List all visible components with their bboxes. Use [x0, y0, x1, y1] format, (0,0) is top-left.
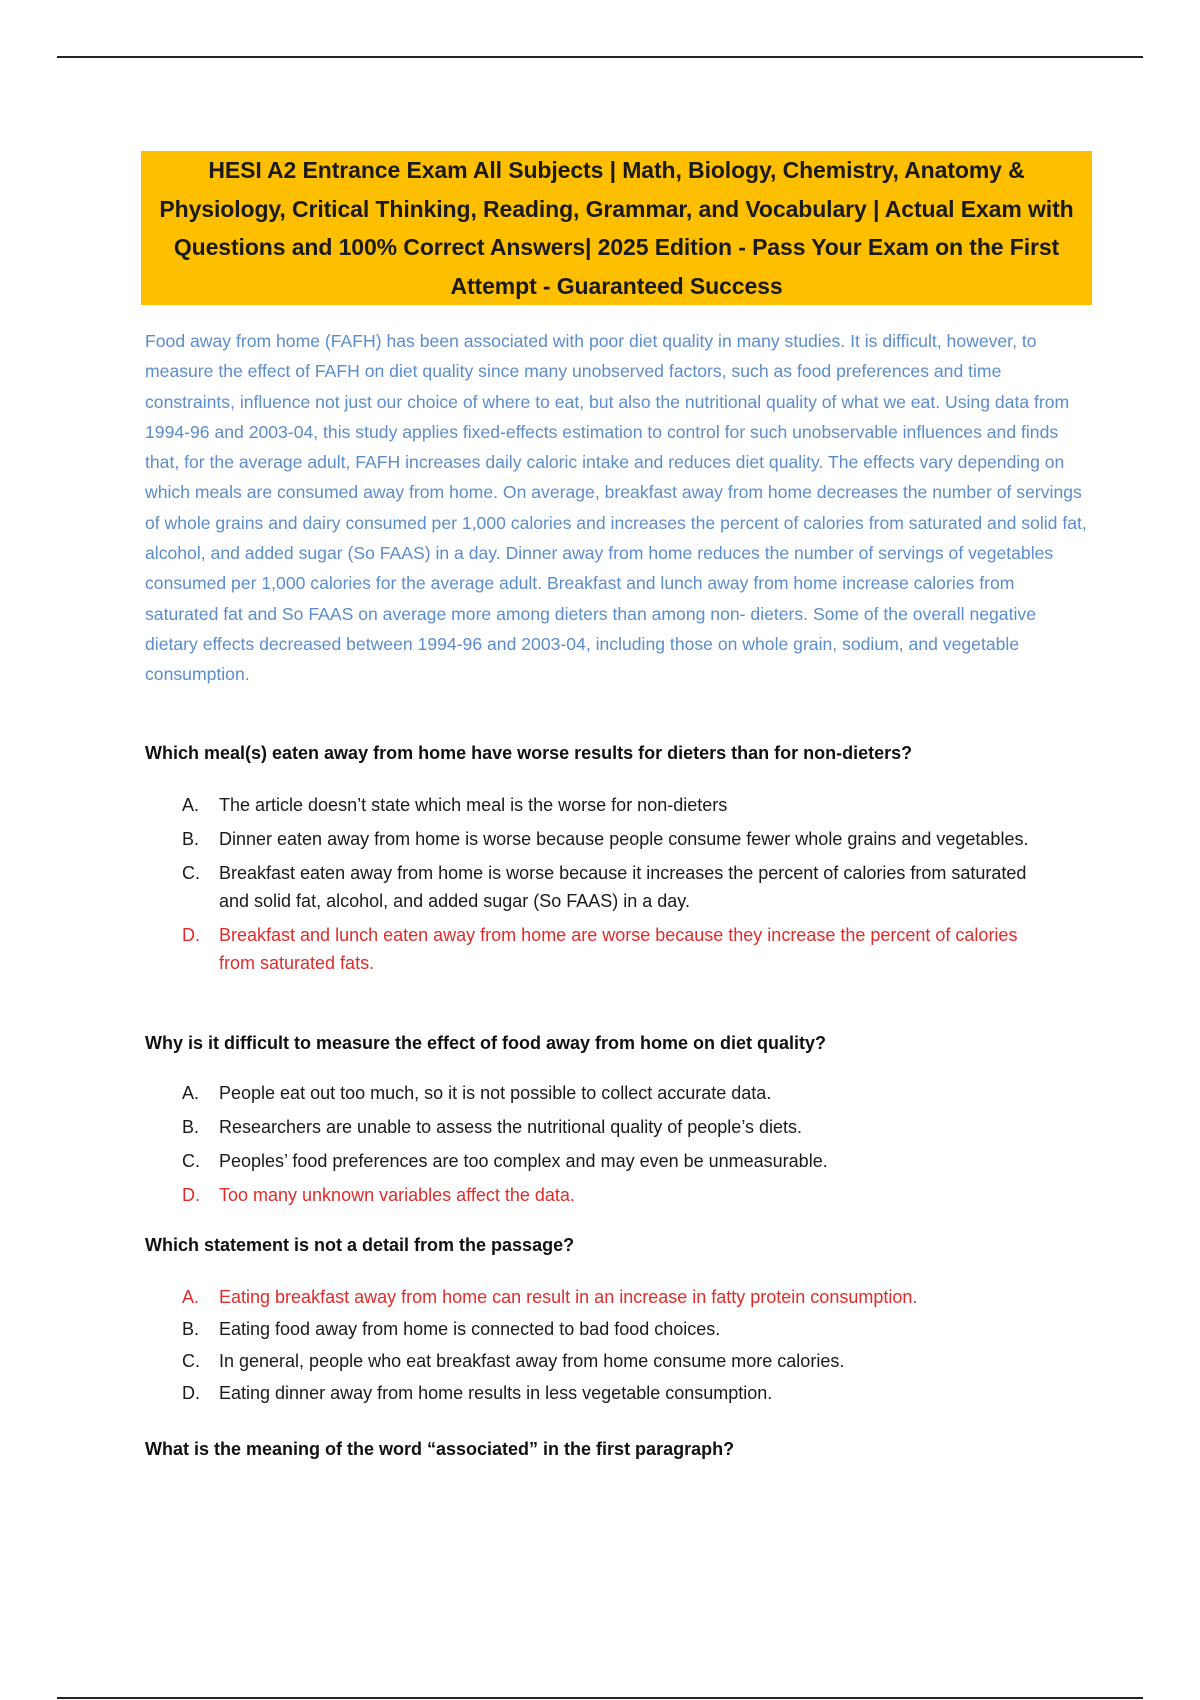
option-letter: A.	[182, 1287, 200, 1307]
reading-passage: Food away from home (FAFH) has been associated with poor diet quality in many studies. It is difficult, however, to measure the effect of FAFH on diet quality since many unobserved factors, such as food preferences and time constraints, influence not just our choice of where to eat, but also the nutritional quality of what we eat. Using data from 1994-96 and 2003-04, this study applies fixed-effects estimation to control for such unobservable influences and finds that, for the average adult, FAFH increases daily caloric intake and reduces diet quality. The effects vary depending on which meals are consumed away from home. On average, breakfast away from home decreases the number of servings of whole grains and dairy consumed per 1,000 calories and increases the percent of calories from saturated and solid fat, alcohol, and added sugar (So FAAS) in a day. Dinner away from home reduces the number of servings of vegetables consumed per 1,000 calories for the average adult. Breakfast and lunch away from home increase calories from saturated fat and So FAAS on average more among dieters than among non- dieters. Some of the overall negative dietary effects decreased between 1994-96 and 2003-04, including those on whole grain, sodium, and vegetable consumption.	[145, 331, 1087, 685]
option-a-correct-answer	[145, 1283, 1095, 1311]
option-text: Eating dinner away from home results in less vegetable consumption.	[219, 1383, 773, 1403]
question-text: Which meal(s) eaten away from home have worse results for dieters than for non-dieters?	[145, 743, 913, 763]
option-text: Breakfast and lunch eaten away from home are worse because they increase the percent of calories from saturated fats.	[219, 925, 1018, 973]
option-letter: A.	[182, 1083, 200, 1103]
title-banner	[141, 151, 1092, 305]
option-text: The article doesn’t state which meal is the worse for non-dieters	[219, 795, 728, 815]
question-text: Why is it difficult to measure the effect of food away from home on diet quality?	[145, 1033, 827, 1053]
option-c	[145, 1347, 1095, 1375]
option-letter: D.	[182, 1383, 200, 1403]
option-letter: D.	[182, 1185, 200, 1205]
option-d-correct-answer	[145, 1181, 1095, 1209]
option-d-correct-answer	[145, 921, 1095, 977]
question-1	[145, 739, 1095, 977]
answer-options	[145, 791, 1095, 977]
option-text: Eating food away from home is connected to bad food choices.	[219, 1319, 721, 1339]
question-4	[145, 1435, 1095, 1463]
option-text: People eat out too much, so it is not possible to collect accurate data.	[219, 1083, 772, 1103]
option-c	[145, 1147, 1095, 1175]
option-text: Too many unknown variables affect the data.	[219, 1185, 575, 1205]
option-text: Eating breakfast away from home can result in an increase in fatty protein consumption.	[219, 1287, 918, 1307]
option-letter: C.	[182, 1351, 200, 1371]
answer-options	[145, 1283, 1095, 1407]
question-text: Which statement is not a detail from the passage?	[145, 1235, 575, 1255]
option-text: In general, people who eat breakfast away from home consume more calories.	[219, 1351, 845, 1371]
option-d	[145, 1379, 1095, 1407]
option-b	[145, 1315, 1095, 1343]
option-c	[145, 859, 1095, 915]
answer-options	[145, 1079, 1095, 1209]
option-letter: B.	[182, 1319, 200, 1339]
option-letter: B.	[182, 1117, 200, 1137]
option-text: Peoples’ food preferences are too complex and may even be unmeasurable.	[219, 1151, 828, 1171]
option-b	[145, 825, 1095, 853]
top-rule	[57, 56, 1143, 58]
option-text: Breakfast eaten away from home is worse because it increases the percent of calories from saturated and solid fat, alcohol, and added sugar (So FAAS) in a day.	[219, 863, 1027, 911]
option-letter: A.	[182, 795, 200, 815]
question-2	[145, 1029, 1095, 1209]
question-3	[145, 1231, 1095, 1407]
option-b	[145, 1113, 1095, 1141]
option-letter: D.	[182, 925, 200, 945]
option-letter: B.	[182, 829, 200, 849]
option-text: Dinner eaten away from home is worse because people consume fewer whole grains and vegetables.	[219, 829, 1029, 849]
option-letter: C.	[182, 1151, 200, 1171]
option-a	[145, 1079, 1095, 1107]
question-text: What is the meaning of the word “associated” in the first paragraph?	[145, 1439, 735, 1459]
bottom-rule	[57, 1697, 1143, 1699]
document-title: HESI A2 Entrance Exam All Subjects | Math, Biology, Chemistry, Anatomy & Physiology, Critical Thinking, Reading, Grammar, and Vocabulary | Actual Exam with Questions and 100% Correct Answers| 2025 Edition - Pass Your Exam on the First Attempt - Guaranteed Success	[159, 157, 1074, 299]
option-letter: C.	[182, 863, 200, 883]
option-text: Researchers are unable to assess the nutritional quality of people’s diets.	[219, 1117, 803, 1137]
option-a	[145, 791, 1095, 819]
